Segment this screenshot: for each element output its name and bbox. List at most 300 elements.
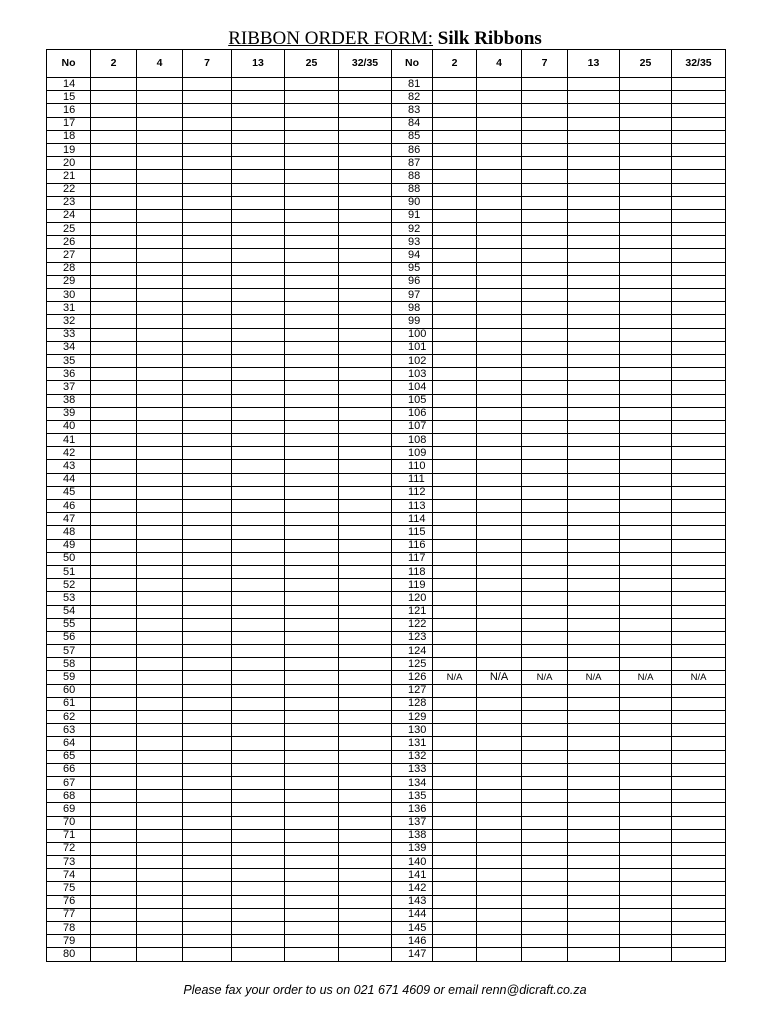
quantity-cell[interactable] (91, 592, 137, 605)
quantity-cell[interactable] (620, 104, 672, 117)
quantity-cell[interactable] (339, 117, 392, 130)
quantity-cell[interactable] (568, 697, 620, 710)
quantity-cell[interactable] (477, 631, 522, 644)
quantity-cell[interactable] (672, 130, 726, 143)
quantity-cell[interactable] (522, 737, 568, 750)
quantity-cell[interactable] (522, 645, 568, 658)
quantity-cell[interactable] (433, 394, 477, 407)
quantity-cell[interactable] (91, 935, 137, 948)
quantity-cell[interactable] (433, 117, 477, 130)
quantity-cell[interactable] (433, 908, 477, 921)
quantity-cell[interactable] (477, 236, 522, 249)
quantity-cell[interactable] (285, 869, 339, 882)
quantity-cell[interactable] (672, 790, 726, 803)
quantity-cell[interactable] (183, 922, 232, 935)
quantity-cell[interactable] (522, 803, 568, 816)
quantity-cell[interactable] (183, 605, 232, 618)
quantity-cell[interactable] (183, 579, 232, 592)
quantity-cell[interactable] (183, 223, 232, 236)
quantity-cell[interactable] (568, 473, 620, 486)
quantity-cell[interactable] (339, 183, 392, 196)
quantity-cell[interactable] (137, 658, 183, 671)
quantity-cell[interactable] (339, 223, 392, 236)
quantity-cell[interactable] (620, 948, 672, 961)
quantity-cell[interactable] (183, 130, 232, 143)
quantity-cell[interactable] (477, 302, 522, 315)
quantity-cell[interactable] (91, 315, 137, 328)
quantity-cell[interactable] (285, 645, 339, 658)
quantity-cell[interactable] (433, 302, 477, 315)
quantity-cell[interactable] (232, 645, 285, 658)
quantity-cell[interactable] (672, 750, 726, 763)
quantity-cell[interactable] (339, 592, 392, 605)
quantity-cell[interactable] (183, 645, 232, 658)
quantity-cell[interactable] (285, 882, 339, 895)
quantity-cell[interactable] (285, 895, 339, 908)
quantity-cell[interactable] (232, 776, 285, 789)
quantity-cell[interactable] (433, 236, 477, 249)
quantity-cell[interactable] (285, 183, 339, 196)
quantity-cell[interactable] (183, 500, 232, 513)
quantity-cell[interactable] (672, 196, 726, 209)
quantity-cell[interactable] (433, 513, 477, 526)
quantity-cell[interactable] (433, 579, 477, 592)
quantity-cell[interactable] (285, 328, 339, 341)
quantity-cell[interactable] (183, 78, 232, 91)
quantity-cell[interactable] (568, 856, 620, 869)
quantity-cell[interactable] (477, 196, 522, 209)
quantity-cell[interactable] (672, 381, 726, 394)
quantity-cell[interactable] (339, 737, 392, 750)
quantity-cell[interactable] (91, 91, 137, 104)
quantity-cell[interactable] (285, 816, 339, 829)
quantity-cell[interactable] (285, 341, 339, 354)
quantity-cell[interactable] (620, 935, 672, 948)
quantity-cell[interactable] (477, 223, 522, 236)
quantity-cell[interactable] (620, 829, 672, 842)
quantity-cell[interactable] (672, 236, 726, 249)
quantity-cell[interactable] (285, 275, 339, 288)
quantity-cell[interactable] (477, 91, 522, 104)
quantity-cell[interactable] (568, 658, 620, 671)
quantity-cell[interactable] (137, 605, 183, 618)
quantity-cell[interactable] (477, 78, 522, 91)
quantity-cell[interactable] (91, 671, 137, 684)
quantity-cell[interactable] (477, 658, 522, 671)
quantity-cell[interactable] (339, 763, 392, 776)
quantity-cell[interactable] (522, 579, 568, 592)
quantity-cell[interactable] (568, 869, 620, 882)
quantity-cell[interactable] (522, 724, 568, 737)
quantity-cell[interactable] (137, 724, 183, 737)
quantity-cell[interactable] (183, 275, 232, 288)
quantity-cell[interactable] (477, 289, 522, 302)
quantity-cell[interactable] (183, 315, 232, 328)
quantity-cell[interactable] (232, 196, 285, 209)
quantity-cell[interactable] (137, 130, 183, 143)
quantity-cell[interactable] (522, 790, 568, 803)
quantity-cell[interactable] (285, 948, 339, 961)
quantity-cell[interactable] (568, 763, 620, 776)
quantity-cell[interactable] (433, 341, 477, 354)
quantity-cell[interactable] (477, 948, 522, 961)
quantity-cell[interactable] (91, 829, 137, 842)
quantity-cell[interactable] (183, 552, 232, 565)
quantity-cell[interactable] (339, 671, 392, 684)
quantity-cell[interactable] (285, 381, 339, 394)
quantity-cell[interactable] (477, 697, 522, 710)
quantity-cell[interactable] (339, 856, 392, 869)
quantity-cell[interactable] (620, 289, 672, 302)
quantity-cell[interactable] (91, 763, 137, 776)
quantity-cell[interactable] (477, 381, 522, 394)
quantity-cell[interactable] (672, 711, 726, 724)
quantity-cell[interactable] (91, 816, 137, 829)
quantity-cell[interactable] (568, 882, 620, 895)
quantity-cell[interactable] (232, 289, 285, 302)
quantity-cell[interactable] (232, 539, 285, 552)
quantity-cell[interactable] (522, 565, 568, 578)
quantity-cell[interactable] (339, 697, 392, 710)
quantity-cell[interactable] (672, 91, 726, 104)
quantity-cell[interactable] (672, 882, 726, 895)
quantity-cell[interactable] (620, 631, 672, 644)
quantity-cell[interactable] (568, 460, 620, 473)
quantity-cell[interactable] (672, 368, 726, 381)
quantity-cell[interactable] (433, 157, 477, 170)
quantity-cell[interactable] (477, 882, 522, 895)
quantity-cell[interactable] (285, 671, 339, 684)
quantity-cell[interactable] (91, 460, 137, 473)
quantity-cell[interactable] (568, 513, 620, 526)
quantity-cell[interactable] (183, 856, 232, 869)
quantity-cell[interactable] (339, 130, 392, 143)
quantity-cell[interactable] (91, 236, 137, 249)
quantity-cell[interactable] (433, 922, 477, 935)
quantity-cell[interactable] (91, 302, 137, 315)
quantity-cell[interactable] (522, 460, 568, 473)
quantity-cell[interactable] (91, 776, 137, 789)
quantity-cell[interactable] (477, 842, 522, 855)
quantity-cell[interactable] (522, 157, 568, 170)
quantity-cell[interactable] (183, 711, 232, 724)
quantity-cell[interactable] (568, 302, 620, 315)
quantity-cell[interactable] (339, 790, 392, 803)
quantity-cell[interactable] (433, 78, 477, 91)
quantity-cell[interactable] (183, 565, 232, 578)
quantity-cell[interactable] (91, 579, 137, 592)
quantity-cell[interactable] (672, 579, 726, 592)
quantity-cell[interactable] (91, 420, 137, 433)
quantity-cell[interactable] (477, 618, 522, 631)
quantity-cell[interactable] (137, 104, 183, 117)
quantity-cell[interactable] (620, 368, 672, 381)
quantity-cell[interactable] (522, 354, 568, 367)
quantity-cell[interactable] (522, 368, 568, 381)
quantity-cell[interactable] (183, 750, 232, 763)
quantity-cell[interactable] (339, 776, 392, 789)
quantity-cell[interactable] (285, 776, 339, 789)
quantity-cell[interactable] (339, 539, 392, 552)
quantity-cell[interactable] (522, 895, 568, 908)
quantity-cell[interactable] (568, 104, 620, 117)
quantity-cell[interactable] (339, 381, 392, 394)
quantity-cell[interactable] (232, 249, 285, 262)
quantity-cell[interactable] (433, 750, 477, 763)
quantity-cell[interactable] (339, 78, 392, 91)
quantity-cell[interactable] (137, 91, 183, 104)
quantity-cell[interactable] (232, 394, 285, 407)
quantity-cell[interactable] (232, 236, 285, 249)
quantity-cell[interactable] (568, 539, 620, 552)
quantity-cell[interactable] (137, 381, 183, 394)
quantity-cell[interactable] (285, 658, 339, 671)
quantity-cell[interactable] (137, 803, 183, 816)
quantity-cell[interactable] (433, 183, 477, 196)
quantity-cell[interactable] (433, 143, 477, 156)
quantity-cell[interactable] (477, 460, 522, 473)
quantity-cell[interactable] (522, 948, 568, 961)
quantity-cell[interactable] (232, 908, 285, 921)
quantity-cell[interactable] (137, 539, 183, 552)
quantity-cell[interactable] (672, 605, 726, 618)
quantity-cell[interactable] (232, 618, 285, 631)
quantity-cell[interactable] (433, 816, 477, 829)
quantity-cell[interactable] (620, 249, 672, 262)
quantity-cell[interactable] (137, 196, 183, 209)
quantity-cell[interactable] (183, 302, 232, 315)
quantity-cell[interactable] (477, 539, 522, 552)
quantity-cell[interactable] (285, 78, 339, 91)
quantity-cell[interactable] (339, 289, 392, 302)
quantity-cell[interactable] (477, 434, 522, 447)
quantity-cell[interactable] (522, 935, 568, 948)
quantity-cell[interactable] (183, 803, 232, 816)
quantity-cell[interactable] (672, 724, 726, 737)
quantity-cell[interactable] (137, 262, 183, 275)
quantity-cell[interactable] (137, 434, 183, 447)
quantity-cell[interactable] (232, 460, 285, 473)
quantity-cell[interactable] (672, 143, 726, 156)
quantity-cell[interactable] (285, 908, 339, 921)
quantity-cell[interactable] (339, 882, 392, 895)
quantity-cell[interactable] (285, 407, 339, 420)
quantity-cell[interactable] (672, 697, 726, 710)
quantity-cell[interactable] (91, 117, 137, 130)
quantity-cell[interactable] (477, 275, 522, 288)
quantity-cell[interactable] (568, 579, 620, 592)
quantity-cell[interactable] (232, 130, 285, 143)
quantity-cell[interactable] (522, 289, 568, 302)
quantity-cell[interactable] (620, 539, 672, 552)
quantity-cell[interactable] (672, 842, 726, 855)
quantity-cell[interactable] (285, 922, 339, 935)
quantity-cell[interactable] (568, 407, 620, 420)
quantity-cell[interactable] (137, 948, 183, 961)
quantity-cell[interactable] (285, 737, 339, 750)
quantity-cell[interactable] (522, 552, 568, 565)
quantity-cell[interactable] (137, 117, 183, 130)
quantity-cell[interactable] (477, 856, 522, 869)
quantity-cell[interactable] (91, 341, 137, 354)
quantity-cell[interactable] (232, 143, 285, 156)
quantity-cell[interactable] (568, 183, 620, 196)
quantity-cell[interactable] (232, 605, 285, 618)
quantity-cell[interactable] (522, 592, 568, 605)
quantity-cell[interactable] (433, 948, 477, 961)
quantity-cell[interactable] (183, 91, 232, 104)
quantity-cell[interactable] (522, 223, 568, 236)
quantity-cell[interactable] (672, 539, 726, 552)
quantity-cell[interactable] (522, 473, 568, 486)
quantity-cell[interactable] (433, 763, 477, 776)
quantity-cell[interactable] (433, 407, 477, 420)
quantity-cell[interactable] (568, 354, 620, 367)
quantity-cell[interactable] (91, 856, 137, 869)
quantity-cell[interactable] (477, 315, 522, 328)
quantity-cell[interactable] (477, 262, 522, 275)
quantity-cell[interactable] (183, 104, 232, 117)
quantity-cell[interactable] (568, 341, 620, 354)
quantity-cell[interactable] (620, 262, 672, 275)
quantity-cell[interactable] (285, 724, 339, 737)
quantity-cell[interactable] (232, 420, 285, 433)
quantity-cell[interactable] (232, 434, 285, 447)
quantity-cell[interactable] (91, 842, 137, 855)
quantity-cell[interactable] (672, 460, 726, 473)
quantity-cell[interactable] (339, 618, 392, 631)
quantity-cell[interactable] (477, 473, 522, 486)
quantity-cell[interactable] (568, 605, 620, 618)
quantity-cell[interactable] (232, 684, 285, 697)
quantity-cell[interactable] (620, 763, 672, 776)
quantity-cell[interactable] (339, 354, 392, 367)
quantity-cell[interactable] (137, 209, 183, 222)
quantity-cell[interactable] (232, 842, 285, 855)
quantity-cell[interactable] (672, 631, 726, 644)
quantity-cell[interactable] (672, 249, 726, 262)
quantity-cell[interactable] (568, 196, 620, 209)
quantity-cell[interactable] (522, 196, 568, 209)
quantity-cell[interactable] (522, 447, 568, 460)
quantity-cell[interactable] (672, 341, 726, 354)
quantity-cell[interactable] (433, 724, 477, 737)
quantity-cell[interactable] (285, 473, 339, 486)
quantity-cell[interactable] (568, 78, 620, 91)
quantity-cell[interactable] (672, 684, 726, 697)
quantity-cell[interactable] (433, 447, 477, 460)
quantity-cell[interactable] (339, 829, 392, 842)
quantity-cell[interactable] (477, 869, 522, 882)
quantity-cell[interactable] (91, 618, 137, 631)
quantity-cell[interactable] (183, 895, 232, 908)
quantity-cell[interactable] (183, 908, 232, 921)
quantity-cell[interactable] (568, 170, 620, 183)
quantity-cell[interactable] (91, 895, 137, 908)
quantity-cell[interactable] (568, 315, 620, 328)
quantity-cell[interactable] (433, 552, 477, 565)
quantity-cell[interactable] (568, 935, 620, 948)
quantity-cell[interactable] (339, 513, 392, 526)
quantity-cell[interactable] (477, 816, 522, 829)
quantity-cell[interactable] (137, 618, 183, 631)
quantity-cell[interactable] (183, 513, 232, 526)
quantity-cell[interactable] (232, 935, 285, 948)
quantity-cell[interactable] (672, 645, 726, 658)
quantity-cell[interactable] (91, 539, 137, 552)
quantity-cell[interactable] (339, 328, 392, 341)
quantity-cell[interactable] (91, 354, 137, 367)
quantity-cell[interactable] (232, 368, 285, 381)
quantity-cell[interactable] (522, 434, 568, 447)
quantity-cell[interactable] (672, 486, 726, 499)
quantity-cell[interactable] (522, 117, 568, 130)
quantity-cell[interactable] (285, 262, 339, 275)
quantity-cell[interactable] (477, 170, 522, 183)
quantity-cell[interactable] (620, 922, 672, 935)
quantity-cell[interactable] (137, 697, 183, 710)
quantity-cell[interactable] (232, 631, 285, 644)
quantity-cell[interactable] (522, 130, 568, 143)
quantity-cell[interactable] (522, 104, 568, 117)
quantity-cell[interactable] (137, 157, 183, 170)
quantity-cell[interactable] (339, 170, 392, 183)
quantity-cell[interactable] (285, 500, 339, 513)
quantity-cell[interactable] (137, 473, 183, 486)
quantity-cell[interactable] (477, 354, 522, 367)
quantity-cell[interactable] (183, 618, 232, 631)
quantity-cell[interactable] (137, 829, 183, 842)
quantity-cell[interactable] (672, 407, 726, 420)
quantity-cell[interactable] (285, 935, 339, 948)
quantity-cell[interactable] (672, 315, 726, 328)
quantity-cell[interactable] (477, 565, 522, 578)
quantity-cell[interactable] (91, 737, 137, 750)
quantity-cell[interactable] (91, 262, 137, 275)
quantity-cell[interactable] (433, 315, 477, 328)
quantity-cell[interactable] (433, 420, 477, 433)
quantity-cell[interactable] (620, 856, 672, 869)
quantity-cell[interactable] (91, 275, 137, 288)
quantity-cell[interactable] (232, 315, 285, 328)
quantity-cell[interactable] (620, 592, 672, 605)
quantity-cell[interactable] (672, 763, 726, 776)
quantity-cell[interactable] (285, 420, 339, 433)
quantity-cell[interactable] (522, 856, 568, 869)
quantity-cell[interactable] (433, 711, 477, 724)
quantity-cell[interactable] (339, 302, 392, 315)
quantity-cell[interactable] (522, 170, 568, 183)
quantity-cell[interactable] (91, 605, 137, 618)
quantity-cell[interactable] (232, 262, 285, 275)
quantity-cell[interactable] (137, 579, 183, 592)
quantity-cell[interactable] (672, 803, 726, 816)
quantity-cell[interactable] (477, 684, 522, 697)
quantity-cell[interactable] (339, 552, 392, 565)
quantity-cell[interactable] (183, 816, 232, 829)
quantity-cell[interactable] (433, 486, 477, 499)
quantity-cell[interactable] (137, 447, 183, 460)
quantity-cell[interactable] (477, 724, 522, 737)
quantity-cell[interactable] (477, 776, 522, 789)
quantity-cell[interactable] (568, 486, 620, 499)
quantity-cell[interactable] (433, 631, 477, 644)
quantity-cell[interactable] (672, 275, 726, 288)
quantity-cell[interactable] (232, 869, 285, 882)
quantity-cell[interactable] (477, 552, 522, 565)
quantity-cell[interactable] (137, 223, 183, 236)
quantity-cell[interactable] (568, 130, 620, 143)
